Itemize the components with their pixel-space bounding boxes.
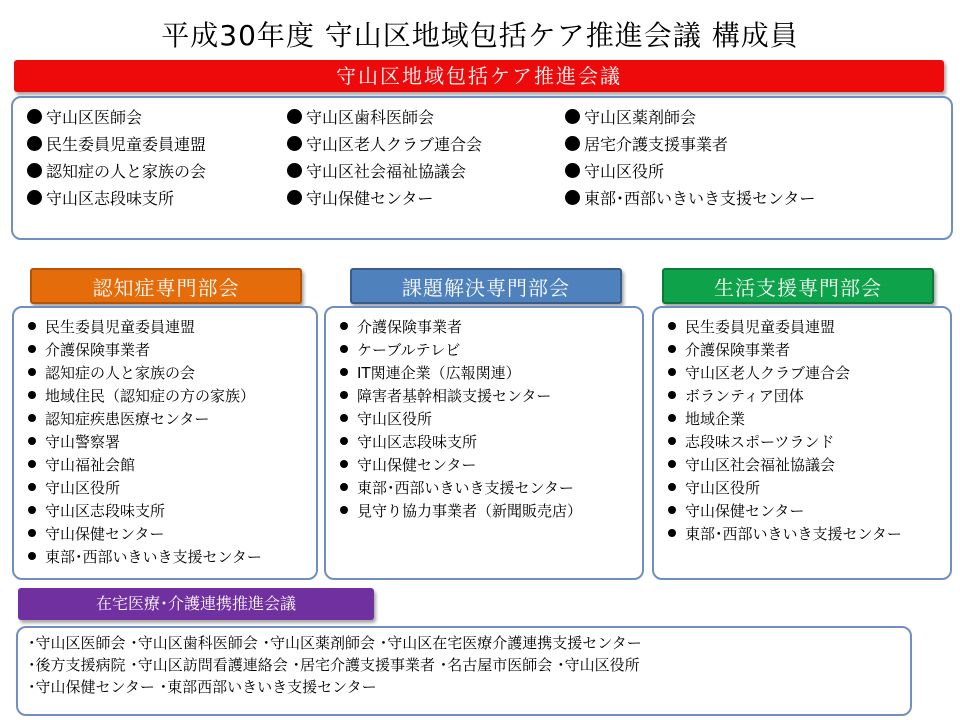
committee-member-item: IT関連企業（広報関連） [336,362,582,385]
committee-member-item: 東部･西部いきいき支援センター [664,523,902,546]
member-item: 守山保健センター [287,185,482,212]
committee-member-item: 認知症疾患医療センター [24,408,262,431]
bullet-icon [340,345,348,353]
bullet-icon [287,136,302,151]
issue-resolution-committee-panel [324,306,644,580]
dementia-committee-list [24,316,262,569]
bullet-icon [28,391,36,399]
bullet-icon [27,109,42,124]
bullet-icon [28,345,36,353]
bullet-icon [565,109,580,124]
bullet-icon [668,414,676,422]
bullet-icon [27,190,42,205]
member-column-3 [565,104,815,212]
bullet-icon [668,345,676,353]
bullet-icon [668,529,676,537]
committee-member-item: 守山保健センター [24,523,262,546]
member-item: 守山区社会福祉協議会 [287,158,482,185]
committee-member-item: 守山区役所 [336,408,582,431]
bullet-icon [565,190,580,205]
bullet-icon [28,460,36,468]
bullet-icon [668,483,676,491]
committee-member-item: 地域企業 [664,408,902,431]
life-support-committee-panel [652,306,952,580]
issue-resolution-committee-banner: 課題解決専門部会 [350,268,622,304]
member-item: 守山区役所 [565,158,815,185]
dementia-committee-banner: 認知症専門部会 [30,268,302,304]
bullet-icon [27,136,42,151]
committee-member-item: 守山区役所 [24,477,262,500]
bullet-icon [28,437,36,445]
committee-member-item: 志段味スポーツランド [664,431,902,454]
member-column-1 [27,104,206,212]
member-item: 守山区薬剤師会 [565,104,815,131]
bullet-icon [668,460,676,468]
committee-member-item: 守山区社会福祉協議会 [664,454,902,477]
bullet-icon [287,109,302,124]
member-item: 居宅介護支援事業者 [565,131,815,158]
bullet-icon [340,391,348,399]
bullet-icon [668,391,676,399]
bullet-icon [668,368,676,376]
committee-member-item: 守山警察署 [24,431,262,454]
bullet-icon [565,136,580,151]
bullet-icon [340,437,348,445]
committee-member-item: 守山区志段味支所 [24,500,262,523]
committee-member-item: 守山福祉会館 [24,454,262,477]
bullet-icon [668,322,676,330]
committee-member-item: 見守り協力事業者（新聞販売店） [336,500,582,523]
committee-member-item: 介護保険事業者 [664,339,902,362]
committee-member-item: 認知症の人と家族の会 [24,362,262,385]
committee-member-item: 守山区老人クラブ連合会 [664,362,902,385]
home-care-line: ･守山区医師会 ･守山区歯科医師会 ･守山区薬剤師会 ･守山区在宅医療介護連携支援センター [28,634,642,652]
committee-member-item: 守山区役所 [664,477,902,500]
committee-member-item: 東部･西部いきいき支援センター [24,546,262,569]
bullet-icon [28,322,36,330]
member-item: 守山区老人クラブ連合会 [287,131,482,158]
issue-resolution-committee-list [336,316,582,523]
home-care-line: ･後方支援病院 ･守山区訪問看護連絡会 ･居宅介護支援事業者 ･名古屋市医師会 ･守山区役所 [28,656,640,674]
bullet-icon [28,506,36,514]
bullet-icon [28,368,36,376]
bullet-icon [340,483,348,491]
committee-member-item: 守山区志段味支所 [336,431,582,454]
home-care-line: ･守山保健センター ･東部西部いきいき支援センター [28,678,377,696]
committee-member-item: 介護保険事業者 [336,316,582,339]
committee-member-item: 東部･西部いきいき支援センター [336,477,582,500]
member-item: 守山区歯科医師会 [287,104,482,131]
bullet-icon [340,414,348,422]
bullet-icon [28,414,36,422]
committee-member-item: 民生委員児童委員連盟 [664,316,902,339]
committee-member-item: 介護保険事業者 [24,339,262,362]
committee-member-item: ボランティア団体 [664,385,902,408]
bullet-icon [28,529,36,537]
page-title: 平成30年度 守山区地域包括ケア推進会議 構成員 [161,19,799,52]
member-column-2 [287,104,482,212]
bullet-icon [340,368,348,376]
main-council-banner: 守山区地域包括ケア推進会議 [14,60,944,92]
committee-member-item: 守山保健センター [664,500,902,523]
committee-member-item: 守山保健センター [336,454,582,477]
dementia-committee-panel [12,306,318,580]
member-item: 守山区志段味支所 [27,185,206,212]
committee-member-item: ケーブルテレビ [336,339,582,362]
bullet-icon [668,506,676,514]
bullet-icon [27,163,42,178]
bullet-icon [668,437,676,445]
bullet-icon [340,322,348,330]
bullet-icon [287,190,302,205]
bullet-icon [28,483,36,491]
bullet-icon [287,163,302,178]
home-care-council-banner: 在宅医療･介護連携推進会議 [18,588,374,620]
member-item: 民生委員児童委員連盟 [27,131,206,158]
committee-member-item: 地域住民（認知症の方の家族） [24,385,262,408]
member-item: 認知症の人と家族の会 [27,158,206,185]
life-support-committee-list [664,316,902,546]
home-care-council-panel [16,626,912,716]
life-support-committee-banner: 生活支援専門部会 [662,268,934,304]
committee-member-item: 民生委員児童委員連盟 [24,316,262,339]
bullet-icon [28,552,36,560]
member-item: 東部･西部いきいき支援センター [565,185,815,212]
member-item: 守山区医師会 [27,104,206,131]
committee-member-item: 障害者基幹相談支援センター [336,385,582,408]
bullet-icon [340,506,348,514]
bullet-icon [340,460,348,468]
bullet-icon [565,163,580,178]
main-council-members-panel [11,96,953,240]
